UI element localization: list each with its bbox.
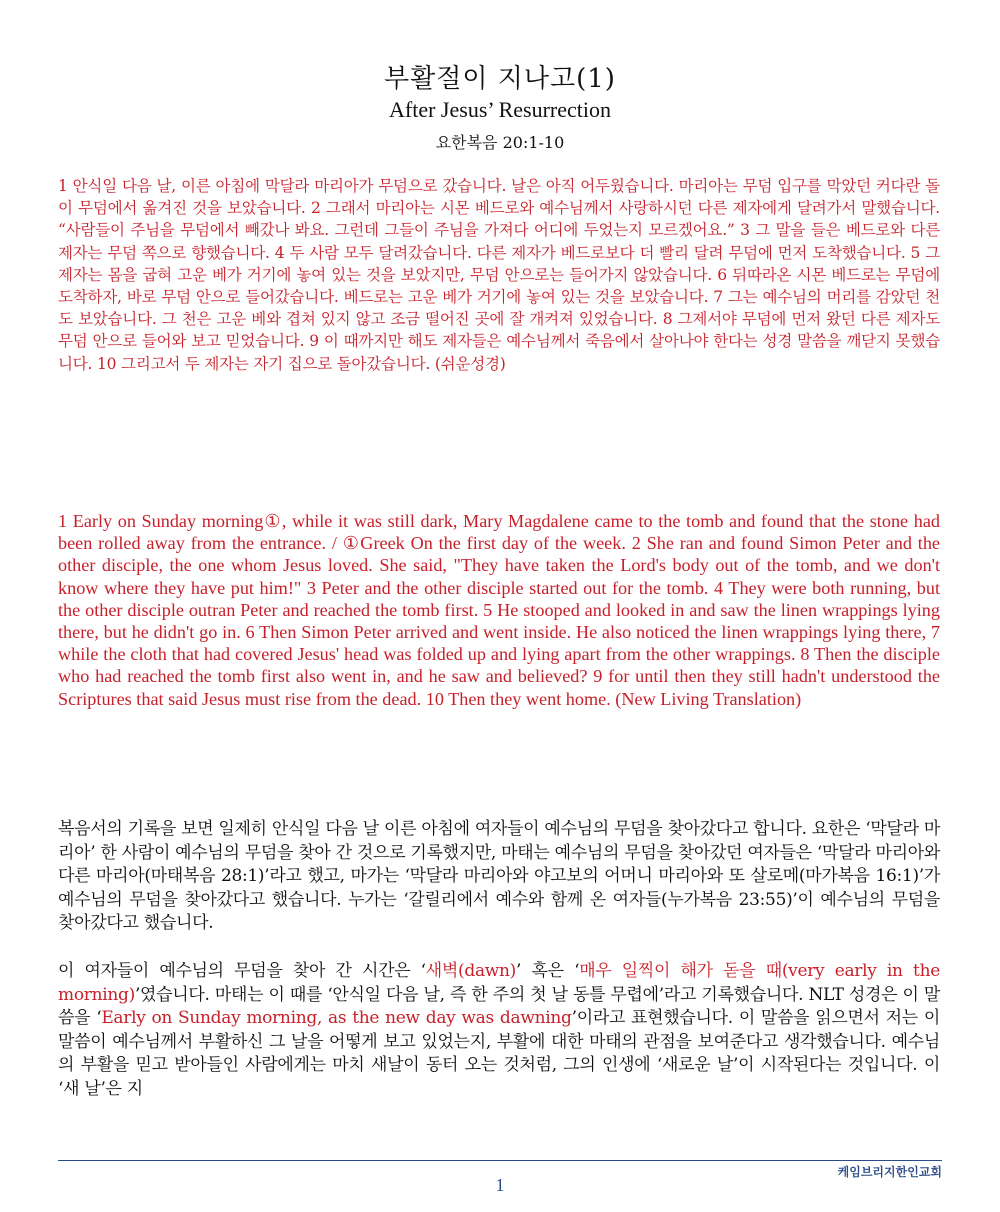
highlight-very-early: 매우 일찍이 해가 돋을 때(very early in the morning): [58, 961, 940, 1005]
body-paragraph-1: 복음서의 기록을 보면 일제히 안식일 다음 날 이른 아침에 여자들이 예수님의 무덤을 찾아갔다고 합니다. 요한은 ‘막달라 마리아’ 한 사람이 예수님의 무덤을 찾아 간 것으로 기록했지만, 마태는 예수님의 무덤을 찾아갔던 여자들은 ‘막달라 마리아와 다른 마리아(마태복음 28:1)’라고 했고, 마가는 ‘막달라 마리아와 야고보의 어머니 마리아와 또 살로메(마가복음 16:1)’가 예수님의 무덤을 찾아갔다고 했습니다. 누가는 ‘갈릴리에서 예수와 함께 온 여자들(누가복음 23:55)’이 예수님의 무덤을 찾아갔다고 했습니다.: [58, 819, 940, 933]
body-paragraph-2: [58, 960, 940, 1101]
body-text: ’였습니다. 마태는 이 때를 ‘안식일 다음 날, 즉 한 주의 첫 날 동틀 무렵에’라고 기록했습니다. NLT 성경은 이 말씀을 ‘: [58, 984, 940, 1028]
page-title: 부활절이 지나고(1): [384, 64, 616, 94]
church-name: 케임브리지한인교회: [837, 1165, 942, 1179]
highlight-dawn: 새벽(dawn): [425, 961, 517, 981]
body-text: ’ 혹은 ‘: [516, 961, 580, 981]
page-subtitle: After Jesus’ Resurrection: [389, 97, 611, 122]
scripture-english: 1 Early on Sunday morning①, while it was still dark, Mary Magdalene came to the tomb and found that the stone had been rolled away from the entrance. / ①Greek On the first day of the week. 2 She ran and found Simon Peter and the other disciple, the one whom Jesus loved. She said, "They have taken the Lord's body out of the tomb, and we don't know where they have put him!" 3 Peter and the other disciple started out for the tomb. 4 They were both running, but the other disciple outran Peter and reached the tomb first. 5 He stooped and looked in and saw the linen wrappings lying there, but he didn't go in. 6 Then Simon Peter arrived and went inside. He also noticed the linen wrappings lying there, 7 while the cloth that had covered Jesus' head was folded up and lying apart from the other wrappings. 8 Then the disciple who had reached the tomb first also went in, and he saw and believed? 9 for until then they still hadn't understood the Scriptures that said Jesus must rise from the dead. 10 Then they went home. (New Living Translation): [58, 511, 940, 709]
highlight-nlt-quote: Early on Sunday morning, as the new day was dawning: [101, 1008, 572, 1028]
body-text: 이 여자들이 예수님의 무덤을 찾아 간 시간은 ‘: [58, 961, 426, 981]
scripture-korean: 1 안식일 다음 날, 이른 아침에 막달라 마리아가 무덤으로 갔습니다. 날은 아직 어두웠습니다. 마리아는 무덤 입구를 막았던 커다란 돌이 무덤에서 옮겨진 것을 보았습니다. 2 그래서 마리아는 시몬 베드로와 예수님께서 사랑하시던 다른 제자에게 달려가서 말했습니다. “사람들이 주님을 무덤에서 빼갔나 봐요. 그런데 그들이 주님을 가져다 어디에 두었는지 모르겠어요.” 3 그 말을 들은 베드로와 다른 제자는 무덤 쪽으로 향했습니다. 4 두 사람 모두 달려갔습니다. 다른 제자가 베드로보다 더 빨리 달려 무덤에 먼저 도착했습니다. 5 그 제자는 몸을 굽혀 고운 베가 거기에 놓여 있는 것을 보았지만, 무덤 안으로는 들어가지 않았습니다. 6 뒤따라온 시몬 베드로는 무덤에 도착하자, 바로 무덤 안으로 들어갔습니다. 베드로는 고운 베가 거기에 놓여 있는 것을 보았습니다. 7 그는 예수님의 머리를 감았던 천도 보았습니다. 그 천은 고운 베와 겹쳐 있지 않고 조금 떨어진 곳에 잘 개켜져 있었습니다. 8 그제서야 무덤에 먼저 왔던 다른 제자도 무덤 안으로 들어와 보고 믿었습니다. 9 이 때까지만 해도 제자들은 예수님께서 죽음에서 살아나야 한다는 성경 말씀을 깨닫지 못했습니다. 10 그리고서 두 제자는 자기 집으로 돌아갔습니다. (쉬운성경): [58, 177, 940, 373]
footer-divider: [58, 1160, 942, 1161]
body-text: ’이라고 표현했습니다. 이 말씀을 읽으면서 저는 이 말씀이 예수님께서 부활하신 그 날을 어떻게 보고 있었는지, 부활에 대한 마태의 관점을 보여준다고 생각했습니다. 예수님의 부활을 믿고 받아들인 사람에게는 마치 새날이 동터 오는 것처럼, 그의 인생에 ‘새로운 날’이 시작된다는 것입니다. 이 ‘새 날’은 지: [58, 1008, 940, 1099]
page-number: 1: [495, 1175, 505, 1195]
scripture-reference: 요한복음 20:1-10: [435, 133, 565, 152]
